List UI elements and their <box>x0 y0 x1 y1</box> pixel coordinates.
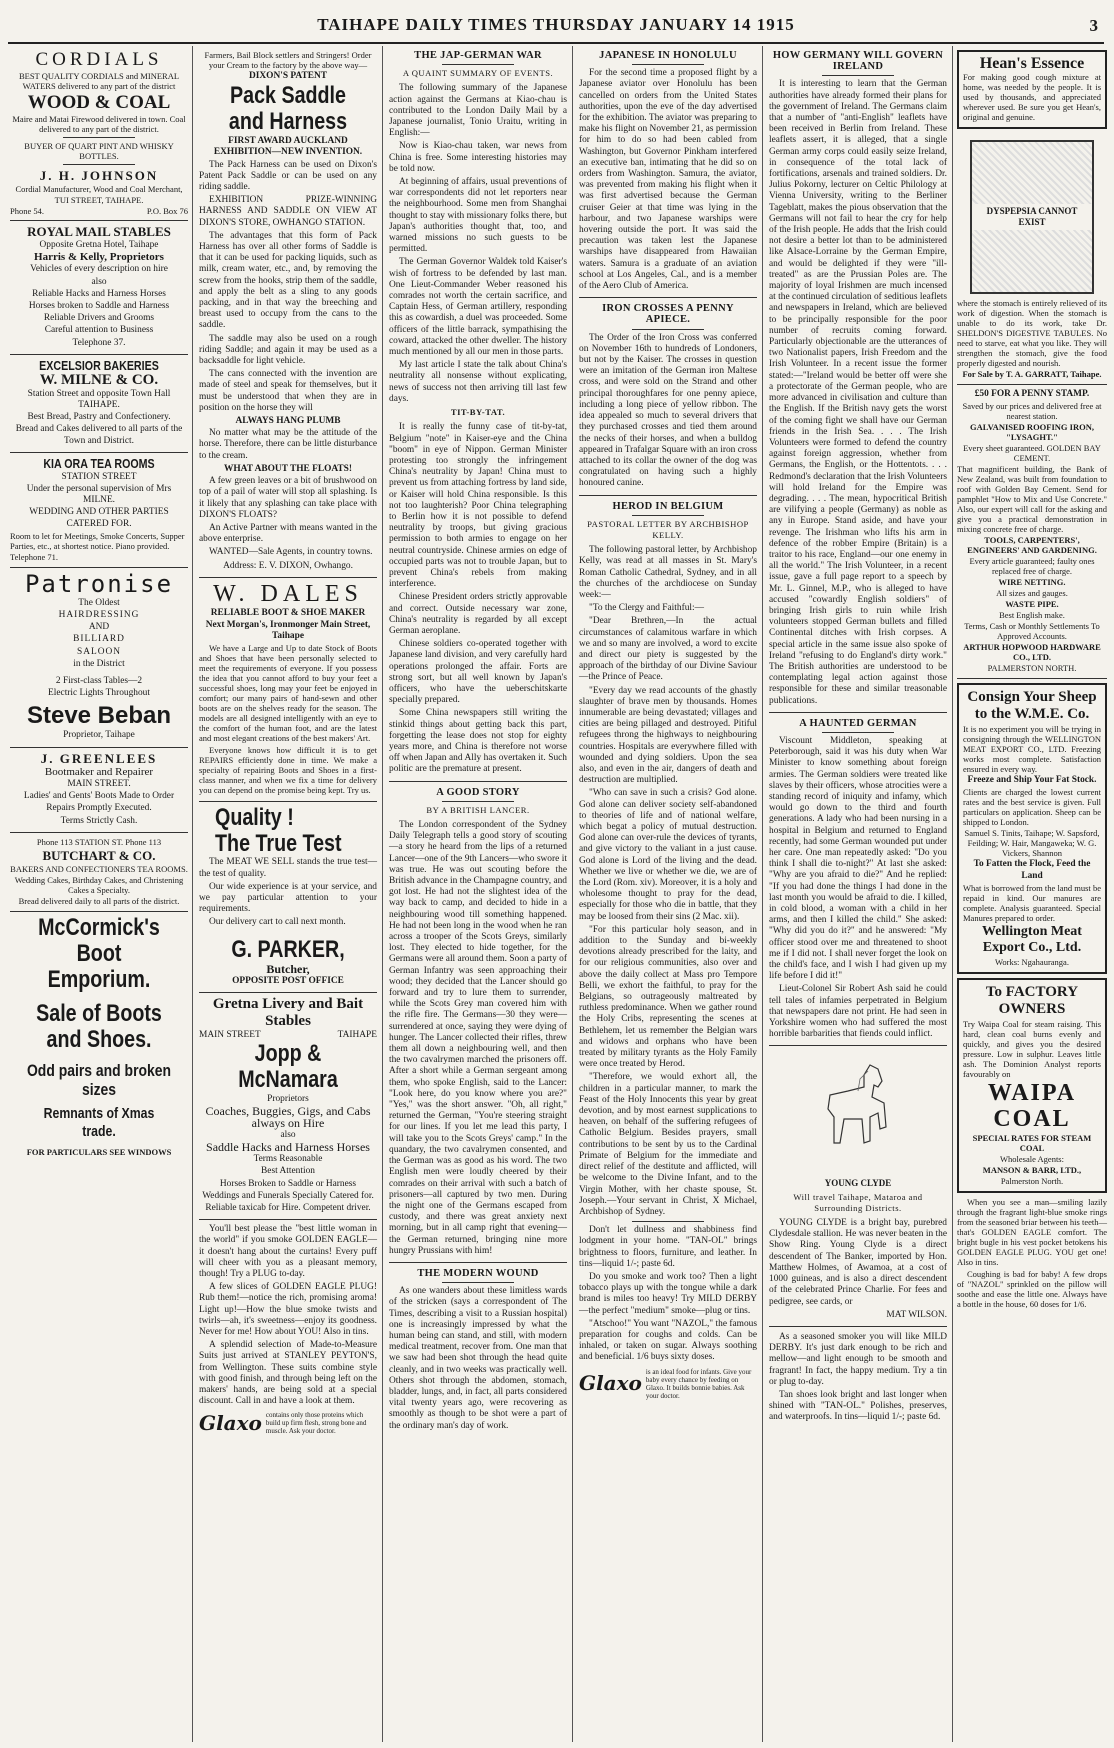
ad-text: Wholesale Agents: <box>1000 1153 1064 1164</box>
ad-text: Station Street and opposite Town Hall TAIHAPE. <box>27 388 171 411</box>
ad-mild-derby: As a seasoned smoker you will like MILD DERBY. It's just dark enough to be rich and mellow—and light enough to be smooth and fragrant! In fact, the happy medium. Try a tin or plug to-day. <box>769 1331 947 1387</box>
ad-text: All sizes and gauges. <box>996 588 1068 599</box>
ad-text: Bread and Cakes delivered to all parts of the Town and District. <box>15 424 183 446</box>
ad-paragraph: Our delivery cart to call next month. <box>209 917 346 928</box>
ad-paragraph: Everyone knows how difficult it is to get REPAIRS efficiently done in time. We make a specialty of repairing Boots and Shoes in a first-class manner, and when we fix a time for delivery you can depend on the promise being kept. Try us. <box>199 745 377 796</box>
ad-tanol: Tan shoes look bright and last longer when shined with "TAN-OL." Polishes, preserves, and waterproofs. In tins—liquid 1/-; paste 6d. <box>769 1389 947 1423</box>
ad-text: TAIHAPE <box>337 1029 377 1040</box>
column-5 <box>762 46 953 1742</box>
ad-text: WASTE PIPE. <box>1005 599 1059 610</box>
article-paragraph: For the second time a proposed flight by a Japanese aviator over Honolulu has been cancelled on orders from the United States authorities, upon the eve of the day advertised for the exhibition. The aviator was preparing to make his flight on November 21, as permission for him to do so had been cabled from Washington, but Governor Pinkham interfered an executive ban, intimating that he did so on orders from Washington. Samura, the aviator, was prevented from making his flight when it was first advertised because the German cruiser Geier at that time was lying in the harbour, and two Japanese warships were hovering outside the port. It was said the precaution was taken lest the Japanese warships have disappeared from Hawaiian waters. Samura is a graduate of an aviation school at Los Angeles, Cal., and is a member of the Aero Club of America. <box>579 68 757 292</box>
ad-text: ALWAYS HANG PLUMB <box>235 416 341 427</box>
ad-paragraph: A few green leaves or a bit of brushwood on top of a pail of water will stop all splashing. Is it likely that any splashing can take place with DIXON'S FLOATS? <box>199 476 377 520</box>
ad-mccormick <box>10 912 188 1162</box>
ad-title: Pack Saddle and Harness <box>228 82 348 136</box>
ad-paragraph: WANTED—Sale Agents, in country towns. <box>209 547 373 558</box>
article-paragraph: It is really the funny case of tit-by-tat, Belgium "note" in Kaiser-eye and the China "boom" in eye of Nippon. German Minister protesting too strongly the infringement China's neutrality by Japan! China must to prevent us from attaching fortress by land side, or Kaiser will hold China responsible. Is this not too laughterish? Poor China telegraphing to Berlin how it is not possible to defend neutrality by troops, but giving gracious permission to both armies to engage on her neutral countryside. Chinese armies on edge of occupied parts was not to trouble Japan, but to prevent China's rebels from making interference. <box>389 422 567 590</box>
ad-nazol: Coughing is bad for baby! A few drops of "NAZOL" sprinkled on the pillow will soothe and ease the little one. Always have a bottle in the house, 60 doses for 1/6. <box>957 1268 1107 1309</box>
ad-text: Wedding Cakes, Birthday Cakes, and Christening Cakes a Specialty. <box>14 874 184 895</box>
ad-text: That magnificent building, the Bank of New Zealand, was built from foundation to roof with Golden Bay Cement. Send for pamphlet "How to Mix and Use Concrete." Also, our expert will call for the asking and give you a practical demonstration in mixing concrete free of charge. <box>957 464 1107 535</box>
ad-text: For Sale by T. A. GARRATT, Taihape. <box>962 369 1102 379</box>
ad-text: TUI STREET, TAIHAPE. <box>54 195 144 205</box>
article-title: THE JAP-GERMAN WAR <box>414 50 542 61</box>
ad-text: Samuel S. Tinits, Taihape; W. Sapsford, Feilding; W. Hair, Mangaweka; W. G. Vickers, Shannon <box>964 828 1100 859</box>
ad-excelsior-bakeries <box>10 355 188 453</box>
article-paragraph: The following summary of the Japanese action against the Germans at Kiao-chau is contributed to the London Daily Mail by a Japanese journalist, Tonio Uraitu, writing in English:— <box>389 83 567 139</box>
article-paragraph: The London correspondent of the Sydney Daily Telegraph tells a good story of scouting—a story he heard from the lips of a returned Lancer—one of the 9th Lancers—who swore it was true. He was out scouting before the British advance in the Champagne country, and got lost. He had not the slightest idea of the way back to camp, and decided to hide in a neighbouring wood till something happened. He had not been long in the wood when he ran across a trooper of the Scots Greys, similarly lost. They elected to hide together, for the Germans were all around them. Soon a party of German Infantry was seen approaching their wood; they decided that the Lancer should go forward and try to lure them to surrender, while the Scots Grey man covered him with the rifle fire. The Germans—30 they were—surrendered at once, saying they were dying of hunger. The Lancer collected their rifles, threw them all down a neighbouring well, and then the two cavalrymen marched the prisoners off. After a short while a German sergeant among them, who spoke English, said to the Lancer: "Look here, do you know where you are?" "Yes," was the short answer. "Oh, all right," returned the German, "You're steering straight for our lines. If you let me lead this party, I will take you to the Scots Greys' camp." In the quandary, the two cavalrymen consented, and the German was as good as his word. The two English men were loudly cheered by their comrades on their arrival with such a batch of prisoners—all captured by two men. During the night one of the Germans escaped from custody, and there was great anxiety next morning, but in all camp right that evening—the German returned, bringing nine more hungry Prussians with him! <box>389 820 567 1256</box>
ad-text: Address: E. V. DIXON, Owhango. <box>223 560 353 571</box>
ad-text: also <box>280 1129 296 1140</box>
article-paragraph: Some China newspapers still writing the stinkid things about getting back this part, forgetting the lease does not stop for eighty years more, and China is therefore not worse off when Japan and Ally has overtaken it. Such politic are the premature at present. <box>389 708 567 775</box>
dyspepsia-illustration <box>970 140 1094 294</box>
horse-icon <box>808 1057 908 1167</box>
ad-paragraph: The cans connected with the invention are made of steel and speak for themselves, but it must be understood that when they are in position on the horse they will <box>199 369 377 413</box>
ad-name: Wellington Meat Export Co., Ltd. <box>982 923 1082 955</box>
ad-title: DYSPEPSIA CANNOT EXIST <box>972 204 1092 230</box>
ad-title: Quality ! <box>215 804 294 832</box>
ad-text: WHAT ABOUT THE FLOATS! <box>223 463 353 474</box>
article-paragraph: Now is Kiao-chau taken, war news from China is free. Some interesting histories may be told now. <box>389 141 567 174</box>
ad-text: Opposite Gretna Hotel, Taihape <box>39 240 159 250</box>
ad-name: J. GREENLEES <box>40 750 158 766</box>
ad-peyton: A splendid selection of Made-to-Measure Suits just arrived at STANLEY PEYTON'S, from Wellington. These suits combine style with good finish, and through being left on the makers' hands, are being sold at a special discount. Call in and have a look at them. <box>199 1340 377 1407</box>
ad-text: It is no experiment you will be trying in consigning through the WELLINGTON MEAT EXPORT CO., LTD. Freezing works most complete. Satisfaction ensured in every way. <box>963 724 1101 775</box>
glaxo-logo: Glaxo <box>579 1370 642 1395</box>
ad-text: Farmers, Bail Block settlers and Stringers! Order your Cream to the factory by the above way— <box>204 50 372 70</box>
ad-text: Remnants of Xmas trade. <box>43 1104 155 1140</box>
article-subtitle: BY A BRITISH LANCER. <box>426 804 530 815</box>
ad-text: Every article guaranteed; faulty ones replaced free of charge. <box>969 556 1095 577</box>
ad-parker <box>199 802 377 993</box>
ad-text: Palmerston North. <box>1000 1175 1064 1186</box>
ad-text: MAIN STREET. <box>67 778 131 789</box>
article-title: HOW GERMANY WILL GOVERN IRELAND <box>772 50 944 73</box>
article-paragraph: At beginning of affairs, usual preventions of war correspondents did not let reporters near the neighbourhood. Some men from Shanghai thought to stay with missionary folks there, but Japan's authorities thought that, too, and warned missions no such guests to be permitted. <box>389 177 567 255</box>
article-paragraph: Lieut-Colonel Sir Robert Ash said he could tell tales of infamies perpetrated in Belgium that newspapers dare not print. He had seen in Yorkshire women who had suffered the most horrible barbarities that fiends could inflict. <box>769 984 947 1040</box>
ad-text: Careful attention to Business <box>44 325 154 336</box>
article-paragraph: It is interesting to learn that the German authorities have already formed their plans for the government of Ireland. The Germans claim that a number of "anti-English" leaflets have been received in Berlin from Ireland. These leaflets assert, it is alleged, that a single German army corps could easily seize Ireland, in consequence of the total lack of fortifications, arsenals and trained soldiers. Dr. Julius Pokorny, lecturer on Celtic Philology at Vienna University, writing to the Berliner Tageblatt, makes the pious observation that the Germans will not fail to hear the cry for help of the Irish people. He adds that the Irish could not desire a better lot than to be administered like Alsace-Lorraine by the German Empire, and would be delighted if they were "ill-treated" as are the Prussian Poles are. The majority of loyal Irishmen are much incensed at the continued circulation of seditious leaflets and newspapers in Ireland, which are believed to be principally responsible for the poor number of recruits coming forward. Particularly objectionable are the utterances of two Nationalist papers, Irish Freedom and the Irish Volunteer. In a recent issue the former stated:—"Ireland would be better off were she a protectorate of the German people, who are more advanced in civilisation and culture than the English. If the British navy gets the worst of the coming fight we shall have our German friends in the Irish Sea. . . . The Irish Volunteers were formed to defend the country against foreign aggression, whether from Germans, the English, or the Hottentots. . . . Redmond's declaration that the Irish Volunteers will hold Ireland for the Empire was degrading. . . . The mean, hypocritical British are vilifying a people (Germany) as noble as any in Europe. Stand aside, and have your revenge. The Irishman who lifts his arm in defence of the robber Empire (Britain) is a traitor to his race, England—our one enemy in all the world." The Irish Volunteer, in a recent issue, gave a full page report to a speech by Mr. L. Ginnel, M.P., who is alleged to have accused "cowardly English soldiers" of bringing Irish girls to ruin while Irish volunteers stopped German bullets and filled Continental ditches with Irish corpses. A special article in the same issue also spoke of Ireland "refusing to do England's dirty work." The British authorities are understood to be contemplating legal action against those responsible for these and similar treasonable publications. <box>769 79 947 706</box>
ad-text: Under the personal supervision of Mrs MILNE. <box>26 484 172 506</box>
ad-title: £50 FOR A PENNY STAMP. <box>974 389 1090 399</box>
ad-text: Reliable Hacks and Harness Horses <box>32 288 166 299</box>
ad-name: ARTHUR HOPWOOD HARDWARE CO., LTD. <box>963 642 1101 663</box>
ad-text: contains only those proteins which build up firm flesh, strong bone and muscle. Ask your doctor. <box>265 1411 367 1436</box>
ad-text: Ladies' and Gents' Boots Made to Order <box>23 791 175 802</box>
ad-text: Freeze and Ship Your Fat Stock. <box>967 775 1097 786</box>
ad-text: Repairs Promptly Executed. <box>46 803 152 814</box>
ad-text: Bootmaker and Repairer <box>44 765 154 778</box>
ad-text: Telephone 71. <box>10 551 59 562</box>
article-paragraph: "Therefore, we would exhort all, the children in a particular manner, to mark the Feast of the Holy Innocents this year by great devotion, and by most earnest supplications to heaven, on behalf of the suffering refugees of Catholic Belgium. Besides prayers, small contributions to be sent by us to the Cardinal Primate of Belgium for the immediate and direct relief of the destitute and afflicted, will be welcome to the Divine Infant, and to the Virgin Mother, with her chaste spouse, St. Joseph.—Your servant in Christ, X Michael, Archbishop of Sydney. <box>579 1072 757 1217</box>
article-paragraph: My last article I state the talk about China's neutrality all nonsense without explicating, news of success not then arriving till last few days. <box>389 360 567 404</box>
ad-title: ROYAL MAIL STABLES <box>27 224 171 239</box>
ad-text: FIRST AWARD AUCKLAND EXHIBITION—NEW INVENTION. <box>213 136 363 158</box>
ad-name: W. MILNE & CO. <box>39 371 159 388</box>
article-paragraph: The German Governor Waldek told Kaiser's wish of fortress to be defended by last man. One Lieut-Commander Weber reasoned his comrades not worth the certain sacrifice, and Captain Hess, of German artillery, responding this as cowardish, a duel was proceeded. Some officers of the little barrack, sympathising the coward, attacked the other dweller. The history much mentioned by all our men in those parts. <box>389 257 567 358</box>
ad-paragraph: The Pack Harness can be used on Dixon's Patent Pack Saddle or can be used on any riding saddle. <box>199 159 377 193</box>
ad-text: HAIRDRESSING <box>58 610 140 621</box>
ad-title: The True Test <box>215 830 342 858</box>
ad-text: MANSON & BARR, LTD., <box>982 1164 1082 1175</box>
ad-text: Odd pairs and broken sizes <box>26 1060 172 1099</box>
article-paragraph: As one wanders about these limitless wards of the stricken (says a correspondent of The Times, describing a visit to a Russian hospital) one is increasingly impressed by what the human being can stand, and still, with modern medical treatment, recover from. One man that we saw had been shot through the head quite cleanly, and in two weeks was practically well. Others shot through the abdomen, stomach, bladder, lungs, and, in fact, all parts considered vital twenty years ago, were recovering as smoothly as though to be shot were a part of the ordinary man's day of work. <box>389 1286 567 1431</box>
ad-title: Consign Your Sheep to the W.M.E. Co. <box>967 689 1097 723</box>
column-6 <box>952 46 1111 1742</box>
ad-text: Harris & Kelly, Proprietors <box>34 251 164 264</box>
ad-text: Maire and Matai Firewood delivered in town. Coal delivered to any part of the district. <box>12 114 186 134</box>
ad-text: Works: Ngahauranga. <box>995 956 1069 967</box>
ad-name: Steve Beban <box>26 702 172 730</box>
ad-royal-mail-stables <box>10 221 188 355</box>
ad-text: Terms Reasonable <box>253 1154 323 1165</box>
ad-title: To FACTORY OWNERS <box>985 983 1079 1017</box>
ad-name: J. H. JOHNSON <box>39 168 159 183</box>
ad-text: Every sheet guaranteed. GOLDEN BAY CEMENT. <box>963 443 1101 464</box>
article-title: HEROD IN BELGIUM <box>612 500 724 512</box>
ad-text: AND <box>88 622 110 633</box>
ad-paragraph: The MEAT WE SELL stands the true test—the test of quality. <box>199 857 377 879</box>
ad-greenlees <box>10 748 188 833</box>
ad-text: MAT WILSON. <box>886 1309 947 1320</box>
ad-steve-beban <box>10 568 188 748</box>
ad-text: TOOLS, CARPENTERS', ENGINEERS' AND GARDENING. <box>967 535 1097 556</box>
ad-text: DIXON'S PATENT <box>248 71 328 81</box>
article-title: IRON CROSSES A PENNY APIECE. <box>602 303 734 326</box>
article-paragraph: Chinese President orders strictly approvable and correct. Outside necessary war zone, China's neutrality is regarded by all except German aeroplane. <box>389 592 567 636</box>
ad-text: For making good cough mixture at home, was needed by the people. It is used by thousands, and appreciated wherever used. Be sure you get Hean's, original and genuine. <box>963 72 1101 122</box>
ad-text: RELIABLE BOOT & SHOE MAKER <box>210 607 366 618</box>
ad-box: P.O. Box 76 <box>146 206 188 216</box>
article-title: A GOOD STORY <box>436 786 520 798</box>
ad-paragraph: No matter what may be the attitude of the horse. Therefore, there can be little disturbance to the cream. <box>199 428 377 461</box>
article-title: A HAUNTED GERMAN <box>799 717 917 729</box>
ad-text: Reliable Drivers and Grooms <box>43 313 155 324</box>
ad-text: Phone 113 STATION ST. Phone 113 <box>36 836 162 847</box>
ad-text: The Oldest <box>78 597 120 608</box>
ad-text: Try Waipa Coal for steam raising. This hard, clean coal burns evenly and quickly, and gives you the desired pressure. Low in sulphur. Leaves little ash. The Dominion Analyst reports favourably on <box>963 1018 1101 1079</box>
ad-wme <box>957 683 1107 974</box>
ad-text: Electric Lights Throughout <box>48 688 150 699</box>
ad-text: Saved by our prices and delivered free at nearest station. <box>962 401 1102 422</box>
ad-name: W. DALES <box>213 580 363 607</box>
ad-paragraph: The advantages that this form of Pack Harness has over all other forms of Saddle is that it can be used for packing liquids, such as milk, cream water, etc., and, by removing the screw from the hooks, strip them of the saddle, and apply the belt as a sling to any goods packing, and in that way the breeching and breast used to occupy from the cans to the saddle. <box>199 230 377 331</box>
ad-text: Terms Strictly Cash. <box>60 815 138 826</box>
ad-text: GALVANISED ROOFING IRON, "LYSAGHT." <box>970 422 1094 443</box>
ad-heans-essence <box>957 50 1107 129</box>
ad-text: Best Attention <box>261 1166 315 1177</box>
ad-title: CORDIALS <box>35 49 163 70</box>
ad-text: Reliable taxicab for Hire. Competent driver. <box>205 1202 371 1213</box>
ad-text: Cordial Manufacturer, Wood and Coal Merchant, <box>15 184 183 194</box>
ad-text: SALOON <box>76 646 122 657</box>
ad-text: OPPOSITE POST OFFICE <box>232 975 344 986</box>
ad-text: Best English make. <box>999 610 1065 621</box>
ad-johnson <box>10 46 188 221</box>
ad-name: Jopp & McNamara <box>238 1040 338 1094</box>
ad-text: Telephone 37. <box>72 337 126 348</box>
ad-text: Horses broken to Saddle and Harness <box>28 301 170 312</box>
ad-golden-eagle: You'll best please the "best little woman in the world" if you smoke GOLDEN EAGLE—it doesn't hang about the curtains! Every puff will cheer with you as a pleasant memory, though! Try a PLUG to-day. <box>199 1224 377 1279</box>
article-paragraph: Viscount Middleton, speaking at Peterborough, said it was his duty when War Minister to know something about foreign armies. The German soldiers were treated like slaves by their officers, whose atrocities were a standing record of iniquity and infamy, which would go down to the third and fourth generations. A lady who had been nursing in a hospital in Belgium and returned to England recently, had some German wounded put under her care. One man repeatedly asked: "Do you think I shall die to-night?" At last she asked: "Why are you afraid to die?" And he replied: "If you had done the things I had done in the last month you would be afraid to die. I killed, in cold blood, a woman with a child in her arms, and then I killed the child." She asked: "Why did you do it?" and he answered: "My officer stood over me and threatened to shoot me if I did not. I shall never forget the look on the child's face, and I wish I had given up my life before I did it!" <box>769 735 947 982</box>
ad-kia-ora-tea-rooms <box>10 453 188 568</box>
ad-nazol: "Atschoo!" You want "NAZOL," the famous preparation for coughs and colds. Can be inhaled, or taken on sugar. Always soothing and beneficial. 1/6 buys sixty doses. <box>579 1318 757 1363</box>
ad-text: where the stomach is entirely relieved of its work of digestion. When the stomach is unable to do its work, take Dr. SHELDON'S DIGESTIVE TABULES. No need to starve, eat what you like. They will strengthen the stomach, give the food properly digested and nourish. <box>957 298 1107 368</box>
ad-text: What is borrowed from the land must be repaid in kind. Our manures are complete. Analysis guaranteed. Special Manures prepared to order. <box>963 882 1101 923</box>
ad-title: Gretna Livery and Bait Stables <box>212 995 364 1029</box>
ad-text: WIRE NETTING. <box>998 577 1066 588</box>
ad-tanol: Don't let dullness and shabbiness find lodgment in your home. "TAN-OL" brings brightness to floors, furniture, and leather. In tins—liquid 1/-; paste 6d. <box>579 1225 757 1269</box>
horse-illustration <box>808 1052 908 1172</box>
masthead-title: TAIHAPE DAILY TIMES THURSDAY JANUARY 14 1915 <box>317 15 795 34</box>
ad-text: Saddle Hacks and Harness Horses <box>206 1139 370 1154</box>
article-subtitle: PASTORAL LETTER BY ARCHBISHOP KELLY. <box>587 518 749 540</box>
article-title: JAPANESE IN HONOLULU <box>599 50 737 61</box>
ad-text: 2 First-class Tables—2 <box>55 676 143 687</box>
ad-text: also <box>91 276 107 287</box>
ad-title: Hean's Essence <box>979 55 1085 72</box>
ad-dixon <box>199 46 377 578</box>
ad-text: Will travel Taihape, Mataroa and Surrounding Districts. <box>793 1191 923 1213</box>
ad-waipa-coal <box>957 978 1107 1193</box>
ad-text: Butcher, <box>266 961 310 976</box>
ad-text: Proprietor, Taihape <box>63 730 135 741</box>
article-paragraph: The following pastoral letter, by Archbishop Kelly, was read at all masses in St. Mary's Roman Catholic Cathedral, Sydney, and in all the churches of the archdiocese on Sunday week:— <box>579 545 757 600</box>
ad-paragraph: An Active Partner with means wanted in the above enterprise. <box>199 522 377 545</box>
article-paragraph: "Every day we read accounts of the ghastly slaughter of brave men by thousands. Homes innumerable are being devastated; villages and cities are being pillaged and destroyed. Pitiful refugees throng the highways to neighbouring countries. Hospitals are everywhere filled with wounded and dying soldiers. Upon the sea also, and even in the air, dangers of death and destruction are multiplied. <box>579 685 757 786</box>
ad-text: SPECIAL RATES FOR STEAM COAL <box>972 1132 1092 1153</box>
ad-text: BEST QUALITY CORDIALS and MINERAL WATERS delivered to any part of the district <box>18 71 180 91</box>
ad-gretna-livery <box>199 993 377 1220</box>
ad-paragraph: The saddle may also be used on a rough riding Saddle; and again it may be used as a backsaddle for light vehicle. <box>199 333 377 367</box>
ad-text: BAKERS AND CONFECTIONERS TEA ROOMS. <box>10 863 188 874</box>
ad-paragraph: YOUNG CLYDE is a bright bay, purebred Clydesdale stallion. He was never beaten in the Show Ring. Young Clyde is a direct descendent of The Banker, imported by Hon. Matthew Holmes, of Awamoa, at a cost of 1000 guineas, and is also a direct descendent of the celebrated Prince Charlie. For fees and pedigree, see cards, or <box>769 1218 947 1307</box>
ad-phone: Phone 54. <box>10 206 44 216</box>
column-2 <box>192 46 383 1742</box>
article-paragraph: "Who can save in such a crisis? God alone. God alone can deliver society self-abandoned to theories of life and of national welfare, which begat a policy of mutual destruction. God alone can over-rule the devices of tyrants, and give victory to the valiant in a just cause. God alone is Lord of the living and the dead. Whether we live or whether we die, we are of the Lord (Rom. xiv). Moreover, it is a holy and wholesome thought to pray for the dead, especially for those who die in battle, that they may be loosed from their sins (2 Mac. xii). <box>579 788 757 922</box>
ad-hopwood <box>957 385 1107 679</box>
ad-title: EXCELSIOR BAKERIES <box>39 357 159 373</box>
column-4 <box>572 46 763 1742</box>
ad-title: Patronise <box>24 569 174 598</box>
ad-text: Room to let for Meetings, Smoke Concerts, Supper Parties, etc., at shortest notice. Piano provided. <box>10 530 185 551</box>
masthead <box>8 8 1104 44</box>
ad-text: Vehicles of every description on hire <box>30 264 168 275</box>
ad-text: Bread delivered daily to all parts of the district. <box>18 895 180 906</box>
article-paragraph: "For this particular holy season, and in addition to the Sunday and bi-weekly devotions already prescribed for the laity, and for our religious communities, also over and above the daily collect at Mass pro Tempore Belli, we exhort the faithful, to pray for the Belgians, so outrageously maltreated by ruthless predominance. When we gather round the Holy Cribs, representing the scenes at Bethlehem, let us remember the Belgian wars and widows and orphans who have been treated by military tyrants as the Holy Family were once treated by Herod. <box>579 924 757 1070</box>
article-paragraph: "Dear Brethren,—In the actual circumstances of calamitous warfare in which we and so many are involved, a word to excite and direct our piety is suggested by the approach of the birthday of our Divine Saviour—the Prince of Peace. <box>579 616 757 683</box>
ad-text: PALMERSTON NORTH. <box>987 663 1077 674</box>
ad-dales <box>199 578 377 803</box>
ad-dyspepsia <box>957 133 1107 385</box>
ad-text: STATION STREET <box>61 471 137 482</box>
ad-text: Proprietors <box>267 1094 309 1105</box>
ad-text: BUYER OF QUART PINT AND WHISKY BOTTLES. <box>24 141 174 161</box>
article-title: THE MODERN WOUND <box>417 1267 539 1279</box>
ad-glaxo <box>199 1411 377 1435</box>
ad-name: G. PARKER, <box>231 935 345 963</box>
ad-text: Horses Broken to Saddle or Harness <box>219 1178 357 1189</box>
column-1 <box>6 46 192 1742</box>
glaxo-logo: Glaxo <box>199 1410 262 1435</box>
ad-text: Best Bread, Pastry and Confectionery. <box>27 412 171 423</box>
ad-text: Weddings and Funerals Specially Catered for. <box>202 1190 374 1201</box>
article-subtitle: A QUAINT SUMMARY OF EVENTS. <box>402 68 554 79</box>
ad-title: Sale of Boots and Shoes. <box>36 999 162 1053</box>
ad-golden-eagle: A few slices of GOLDEN EAGLE PLUG! Rub them!—notice the rich, promising aroma! Light up!—How the blue smoke twists and twirls—ah, it's sweetness—enjoy its goodness. Never for me! How about YOU! Also in tins. <box>199 1282 377 1338</box>
ad-glaxo <box>579 1368 757 1400</box>
ad-name: BUTCHART & CO. <box>42 847 156 863</box>
ad-text: To Fatten the Flock, Feed the Land <box>973 859 1091 881</box>
ad-name: WAIPA COAL <box>987 1079 1077 1132</box>
ad-text: is an ideal food for infants. Give your baby every chance by feeding on Glaxo. It builds bonnie babies. Ask your doctor. <box>645 1367 752 1400</box>
page-number: 3 <box>1089 16 1098 35</box>
ad-paragraph: We have a Large and Up to date Stock of Boots and Shoes that have been personally selected to meet the requirements of everyone. If you possess the idea that you cannot afford to buy your feet a successful shoes, long may your feet be enjoyed in comfort; our many pairs of hand-sewn and other boots are on the shelves ready for the season. The models are all designed intelligently with an eye to the comfort of the human foot, and are the latest and most elegant creations of the best makers' Art. <box>199 643 377 744</box>
ad-text: WEDDING AND OTHER PARTIES CATERED FOR. <box>29 507 169 529</box>
ad-text: FOR PARTICULARS SEE WINDOWS <box>26 1146 172 1157</box>
ad-text: Clients are charged the lowest current rates and the best service is given. Full particulars on application. Sheep can be shipped to London. <box>963 787 1101 828</box>
ad-name: McCormick's Boot Emporium. <box>38 913 160 993</box>
ad-paragraph: EXHIBITION PRIZE-WINNING HARNESS AND SADDLE ON VIEW AT DIXON'S STORE, OWHANGO STATION. <box>199 195 377 228</box>
ad-title: KIA ORA TEA ROOMS <box>43 455 155 471</box>
article-paragraph: "To the Clergy and Faithful:— <box>589 603 704 614</box>
ad-title: WOOD & COAL <box>27 92 171 113</box>
ad-mild-derby: Do you smoke and work too? Then a light tobacco plays up with the tongue while a dark brand is miles too heavy! Try MILD DERBY—the perfect "medium" smoke—plug or tins. <box>579 1271 757 1316</box>
column-3 <box>382 46 573 1742</box>
ad-text: Terms, Cash or Monthly Settlements To Approved Accounts. <box>964 621 1100 642</box>
ad-text: MAIN STREET <box>199 1029 261 1040</box>
ad-text: BILLIARD <box>73 634 125 645</box>
ad-text: in the District <box>73 658 125 669</box>
ad-butchart <box>10 833 188 912</box>
ad-name: YOUNG CLYDE <box>824 1178 892 1189</box>
article-paragraph: The Order of the Iron Cross was conferred on November 16th to hundreds of Londoners, but not by the Kaiser. The crosses in question were an imitation of the German iron Maltese cross, and were sold on the Strand and other principal thoroughfares for one penny apiece, including a long piece of yellow ribbon. The idea appealed so much to several drivers that they purchased crosses and tied them around the necks of their horses, and when a bulldog appeared in Trafalgar Square with an iron cross attached to its collar the owner of the dog was congratulated on having such a highly honoured canine. <box>579 332 757 489</box>
ad-paragraph: Our wide experience is at your service, and we pay particular attention to your requirements. <box>199 881 377 915</box>
article-subhead: TIT-BY-TAT. <box>450 407 506 418</box>
ad-text: Coaches, Buggies, Gigs, and Cabs always on Hire <box>205 1104 371 1130</box>
article-paragraph: Chinese soldiers co-operated together with Japanese land division, and very carefully hard operations prolonged the affair. Forts are strong sort, but all well known by Japan's officers, who have the ueberschitskarte specially prepared. <box>389 639 567 706</box>
ad-text: Next Morgan's, Ironmonger Main Street, Taihape <box>205 619 371 642</box>
ad-golden-eagle: When you see a man—smiling lazily through the fragrant light-blue smoke rings from the seasoned briar between his teeth—that's GOLDEN EAGLE comfort. The bright bugle in his vest pocket betokens his GOLDEN EAGLE PLUG. YOU get one! Also in tins. <box>957 1196 1107 1267</box>
